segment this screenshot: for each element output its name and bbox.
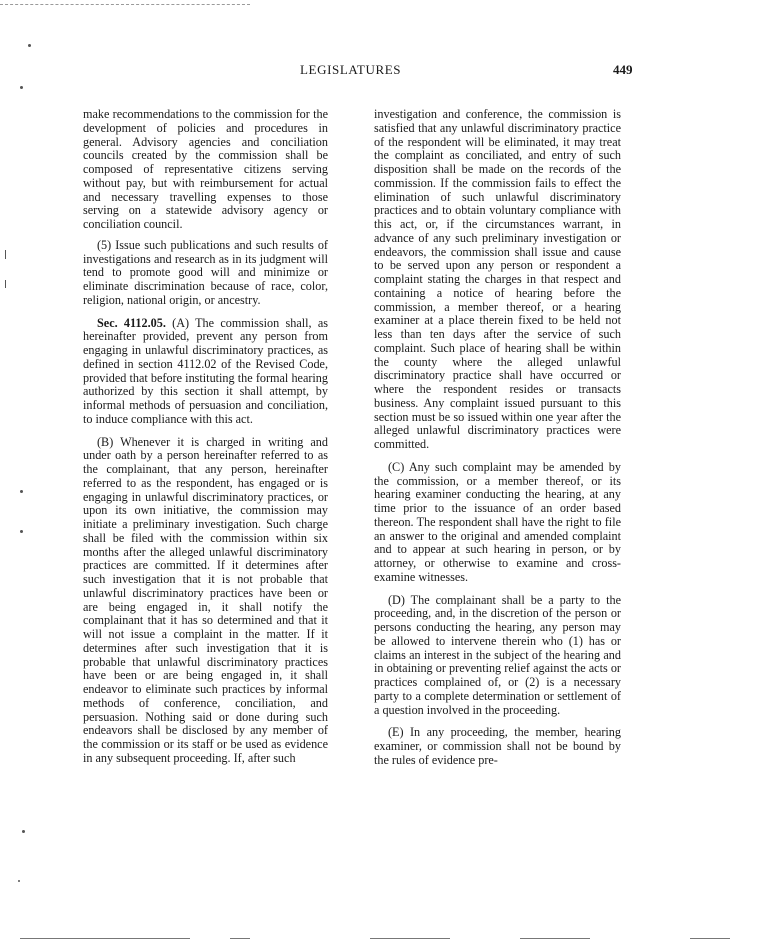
scan-speck <box>18 880 20 882</box>
left-column <box>83 108 328 766</box>
scan-speck <box>20 490 23 493</box>
paragraph-sec-4112-05-a <box>83 317 328 427</box>
scan-speck <box>28 44 31 47</box>
running-head: LEGISLATURES <box>300 62 402 77</box>
section-text: (A) The commission shall, as hereinafter provided, prevent any person from engaging in unlawful discriminatory practices, as defined in section 4112.02 of the Revised Code, provided that before instituting the formal hearing authorized by this section it shall attempt, by informal methods of persuasion and conciliation, to induce compliance with this act. <box>83 315 328 426</box>
scan-speck <box>22 830 25 833</box>
right-column <box>374 108 621 768</box>
paragraph-e: (E) In any proceeding, the member, hearing examiner, or commission shall not be bound by the rules of evidence pre- <box>374 725 621 767</box>
scan-speck <box>5 250 6 259</box>
scan-speck <box>5 280 6 288</box>
paragraph-d: (D) The complainant shall be a party to the proceeding, and, in the discretion of the person or persons conducting the hearing, any person may be allowed to intervene therein who (1) has or claims an interest in the subject of the hearing and in obtaining or preventing relief against the acts or practices complained of, or (2) is a necessary party to a complete determination or settlement of a question involved in the proceeding. <box>374 592 621 717</box>
scan-bottom-edge <box>520 938 590 939</box>
scan-bottom-edge <box>370 938 450 939</box>
scan-bottom-edge <box>230 938 250 939</box>
paragraph-item-5: (5) Issue such publications and such results of investigations and research as in its judgment will tend to promote good will and minimize or eliminate discrimination because of race, color, religion, national origin, or ancestry. <box>83 237 328 307</box>
scan-bottom-edge <box>690 938 730 939</box>
scan-speck <box>20 86 23 89</box>
section-label: Sec. 4112.05. <box>97 315 166 330</box>
scan-bottom-edge <box>20 938 190 939</box>
scan-top-edge <box>0 4 250 5</box>
paragraph-c: (C) Any such complaint may be amended by the commission, or a member thereof, or its hearing examiner conducting the hearing, at any time prior to the issuance of an order based thereon. The respondent shall have the right to file an answer to the original and amended complaint and to appear at such hearing in person, or by attorney, or otherwise to examine and cross-examine witnesses. <box>374 459 621 584</box>
paragraph-continued: investigation and conference, the commission is satisfied that any unlawful discriminatory practice of the respondent will be eliminated, it may treat the complaint as conciliated, and entry of such disposition shall be made on the records of the commission. If the commission fails to effect the elimination of such unlawful discriminatory practices and to obtain voluntary compliance with this act, or, if the circumstances warrant, in advance of any such preliminary investigation or endeavors, the commission shall issue and cause to be served upon any person or respondent a complaint stating the charges in that respect and containing a notice of hearing before the commission, a member thereof, or a hearing examiner at a place therein fixed to be held not less than ten days after the service of such complaint. Such place of hearing shall be within the county where the alleged unlawful discriminatory practice shall have occurred or where the respondent resides or transacts business. Any complaint issued pursuant to this section must be so issued within one year after the alleged unlawful discriminatory practices were committed. <box>374 107 621 451</box>
page-number: 449 <box>613 62 633 77</box>
paragraph-advisory-agencies: make recommendations to the commission for the development of policies and procedures in general. Advisory agencies and conciliation councils created by the commission shall be composed of representative citizens serving without pay, but with reimbursement for actual and necessary travelling expenses to those serving on a statewide advisory agency or conciliation council. <box>83 107 328 231</box>
paragraph-b: (B) Whenever it is charged in writing and under oath by a person hereinafter referred to as the complainant, that any person, hereinafter referred to as the respondent, has engaged or is engaging in unlawful discriminatory practices, or upon its own initiative, the commission may initiate a preliminary investigation. Such charge shall be filed with the commission within six months after the alleged unlawful discriminatory practices are committed. If it determines after such investigation that it is not probable that unlawful discriminatory practices have been or are being engaged in, it shall notify the complainant that it has so determined and that it will not issue a complaint in the matter. If it determines after such investigation that it is probable that unlawful discriminatory practices have been or are being engaged in, it shall endeavor to eliminate such practices by informal methods of conference, conciliation, and persuasion. Nothing said or done during such endeavors shall be disclosed by any member of the commission or its staff or be used as evidence in any subsequent proceeding. If, after such <box>83 434 328 765</box>
scan-speck <box>20 530 23 533</box>
